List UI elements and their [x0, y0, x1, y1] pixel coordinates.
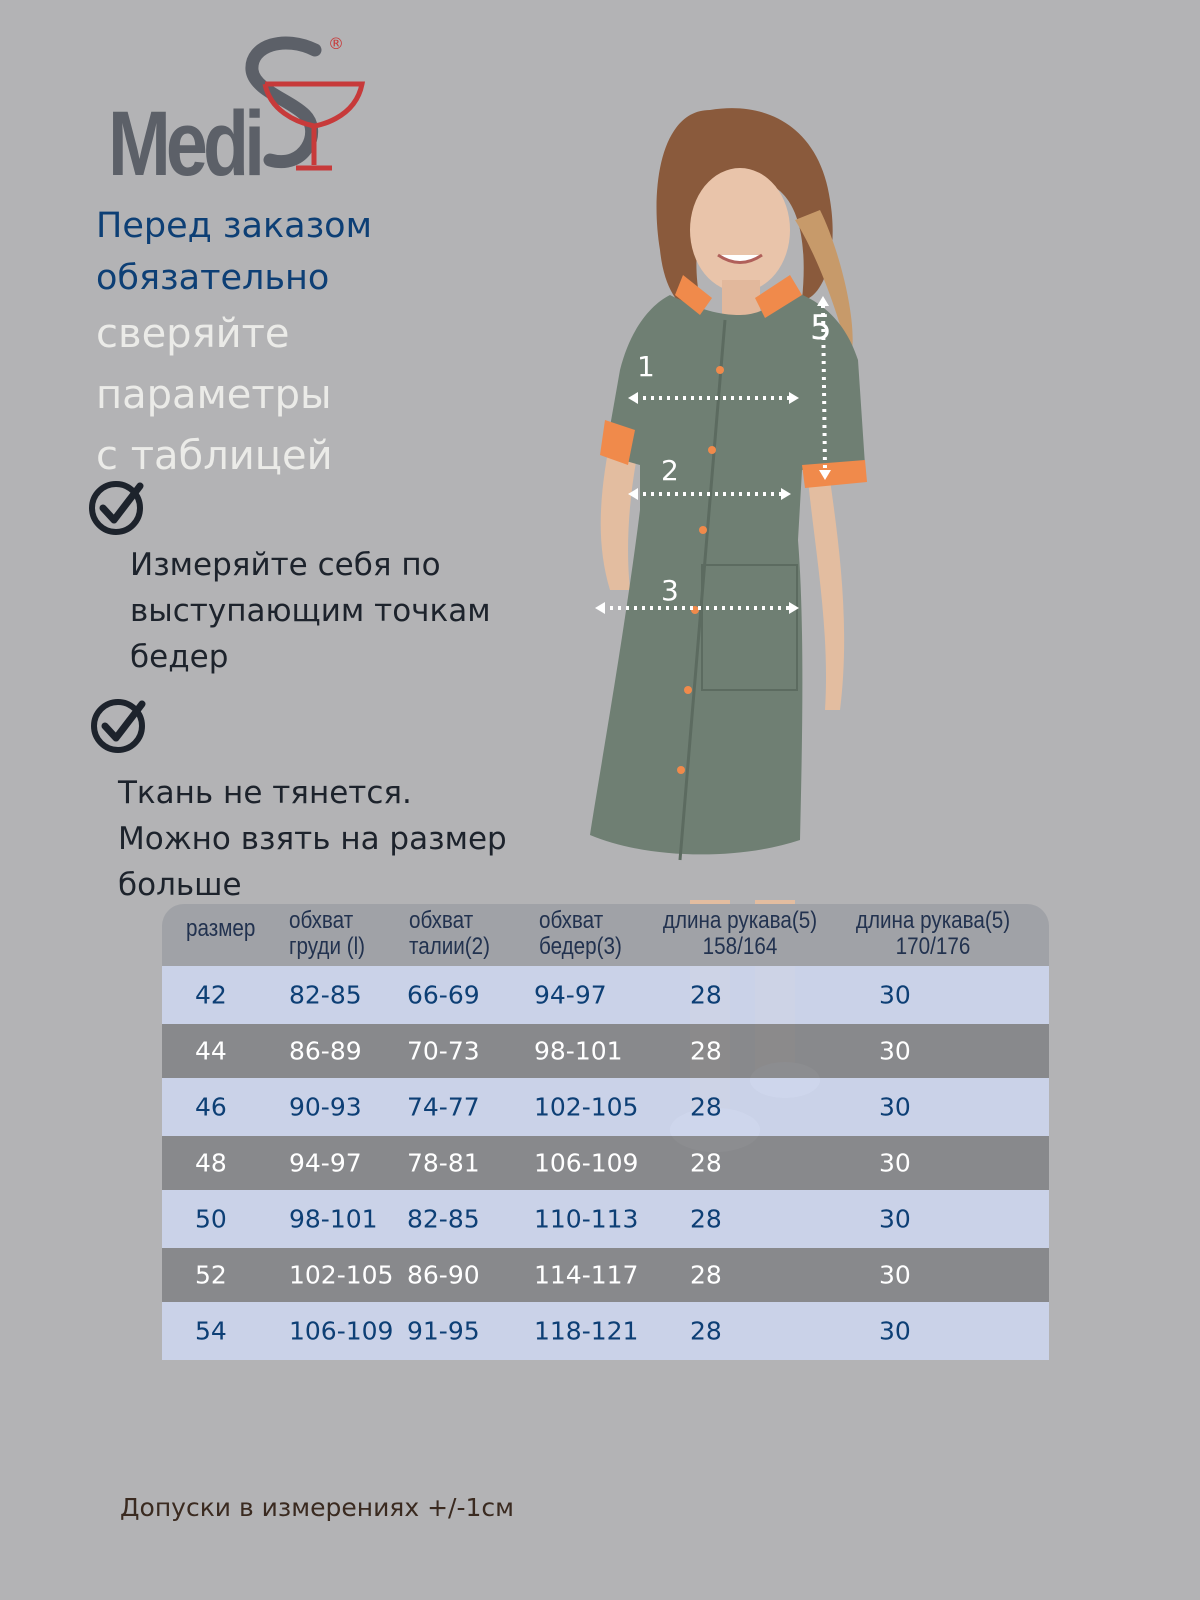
note-line: бедер	[130, 639, 229, 675]
cell-chest: 86-89	[289, 1036, 362, 1066]
cell-size: 48	[195, 1148, 227, 1178]
header-line: длина рукава(5)	[662, 907, 818, 934]
brand-logo	[100, 30, 380, 195]
heading-line: с таблицей	[96, 433, 333, 479]
cell-hips: 114-117	[534, 1260, 639, 1290]
cell-sleeve-170-176: 30	[879, 980, 911, 1010]
table-row	[162, 1302, 1049, 1360]
cell-sleeve-158-164: 28	[690, 1148, 722, 1178]
column-header-sleeve-158	[654, 908, 826, 960]
measure-marker-2: 2	[661, 454, 679, 487]
column-header-size	[186, 916, 255, 942]
cell-waist: 91-95	[407, 1316, 480, 1346]
table-header	[162, 904, 1049, 966]
measurement-note	[130, 542, 491, 680]
cell-chest: 98-101	[289, 1204, 378, 1234]
registered-mark: ®	[328, 34, 344, 53]
logo-text: Medi	[108, 93, 261, 195]
checkmark-icon	[90, 696, 150, 756]
cell-chest: 94-97	[289, 1148, 362, 1178]
cell-sleeve-158-164: 28	[690, 1204, 722, 1234]
measure-marker-1: 1	[637, 350, 655, 383]
table-row	[162, 1024, 1049, 1078]
cell-hips: 110-113	[534, 1204, 639, 1234]
header-line: талии(2)	[409, 933, 491, 960]
header-line: груди (l)	[289, 933, 366, 960]
note-line: Ткань не тянется.	[118, 775, 412, 811]
checkmark-icon	[88, 478, 148, 538]
cell-hips: 106-109	[534, 1148, 639, 1178]
instruction-heading	[96, 200, 516, 487]
note-line: больше	[118, 867, 242, 903]
cell-chest: 82-85	[289, 980, 362, 1010]
heading-line: Перед заказом	[96, 206, 373, 246]
note-line: выступающим точкам	[130, 593, 491, 629]
cell-sleeve-158-164: 28	[690, 980, 722, 1010]
cell-sleeve-170-176: 30	[879, 1036, 911, 1066]
measure-marker-5: 5	[810, 308, 832, 348]
table-row	[162, 966, 1049, 1024]
cell-sleeve-170-176: 30	[879, 1260, 911, 1290]
table-row	[162, 1190, 1049, 1248]
column-header-chest	[289, 908, 365, 960]
cell-size: 52	[195, 1260, 227, 1290]
cell-sleeve-170-176: 30	[879, 1092, 911, 1122]
header-line: обхват	[289, 907, 354, 934]
tolerance-note: Допуски в измерениях +/-1см	[120, 1493, 514, 1522]
cell-size: 54	[195, 1316, 227, 1346]
cell-sleeve-158-164: 28	[690, 1036, 722, 1066]
cell-size: 50	[195, 1204, 227, 1234]
note-line: Можно взять на размер	[118, 821, 507, 857]
header-line: длина рукава(5)	[855, 907, 1011, 934]
heading-line: сверяйте	[96, 311, 290, 357]
cell-sleeve-158-164: 28	[690, 1260, 722, 1290]
header-line: обхват	[409, 907, 474, 934]
column-header-hips	[539, 908, 622, 960]
column-header-sleeve-170	[847, 908, 1019, 960]
table-row	[162, 1136, 1049, 1190]
cell-chest: 102-105	[289, 1260, 394, 1290]
heading-line: обязательно	[96, 258, 330, 298]
cell-waist: 78-81	[407, 1148, 480, 1178]
cell-hips: 118-121	[534, 1316, 639, 1346]
table-body	[162, 966, 1049, 1360]
note-line: Измеряйте себя по	[130, 547, 441, 583]
fabric-note	[118, 770, 507, 908]
header-line: размер	[186, 915, 256, 942]
cell-size: 46	[195, 1092, 227, 1122]
header-line: 158/164	[702, 933, 778, 960]
cell-hips: 98-101	[534, 1036, 623, 1066]
column-header-waist	[409, 908, 490, 960]
header-line: обхват	[539, 907, 604, 934]
cell-waist: 66-69	[407, 980, 480, 1010]
cell-sleeve-170-176: 30	[879, 1316, 911, 1346]
cell-chest: 106-109	[289, 1316, 394, 1346]
header-line: бедер(3)	[539, 933, 622, 960]
table-row	[162, 1078, 1049, 1136]
cell-size: 42	[195, 980, 227, 1010]
cell-chest: 90-93	[289, 1092, 362, 1122]
heading-line: параметры	[96, 372, 332, 418]
cell-sleeve-158-164: 28	[690, 1316, 722, 1346]
size-table	[162, 904, 1049, 1360]
cell-sleeve-158-164: 28	[690, 1092, 722, 1122]
cell-sleeve-170-176: 30	[879, 1148, 911, 1178]
cell-waist: 86-90	[407, 1260, 480, 1290]
cell-waist: 70-73	[407, 1036, 480, 1066]
cell-sleeve-170-176: 30	[879, 1204, 911, 1234]
measure-marker-3: 3	[661, 574, 679, 607]
cell-waist: 82-85	[407, 1204, 480, 1234]
header-line: 170/176	[895, 933, 971, 960]
cell-waist: 74-77	[407, 1092, 480, 1122]
cell-size: 44	[195, 1036, 227, 1066]
table-row	[162, 1248, 1049, 1302]
cell-hips: 102-105	[534, 1092, 639, 1122]
cell-hips: 94-97	[534, 980, 607, 1010]
